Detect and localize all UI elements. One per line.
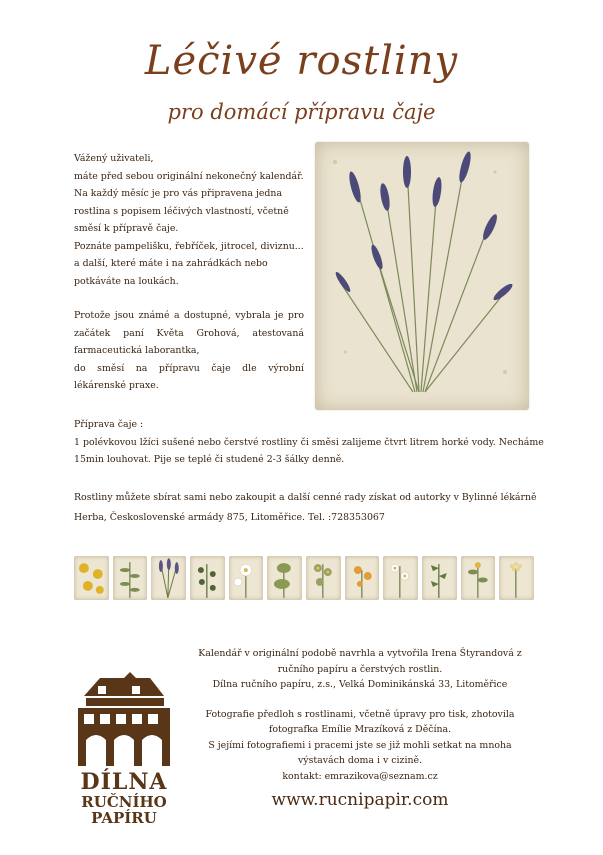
preparation-heading: Příprava čaje : [74, 419, 144, 430]
greeting: Vážený uživateli, [74, 153, 154, 164]
intro-paragraph-2: Poznáte pampelišku, řebříček, jitrocel, diviznu... a další, které máte i na zahrádkách nebo potkáváte na loukách. [74, 240, 304, 287]
intro-paragraph-1: máte před sebou originální nekonečný kalendář. Na každý měsíc je pro vás připravena jedna rostlina s popisem léčivých vlastností, včetně směsí k přípravě čaje. [74, 170, 304, 234]
preparation-text: 1 polévkovou lžíci sušené nebo čerstvé rostliny či směsi zalijeme čtvrt litrem horké vody. Necháme 15min louhovat. Pije se teplé či studené 2-3 šálky denně. [74, 436, 544, 465]
credits-line-1: Kalendář v originální podobě navrhla a vytvořila Irena Štyrandová z ručního papíru a čerstvých rostlin. [198, 648, 522, 675]
calendula-thumbnail [383, 556, 418, 600]
intro-text [74, 150, 304, 395]
lavender-photo [315, 142, 529, 410]
yarrow-thumbnail [499, 556, 534, 600]
herb-thumbnail [267, 556, 302, 600]
herb-thumbnail [190, 556, 225, 600]
herb-thumbnail [113, 556, 148, 600]
website-link[interactable]: www.rucnipapir.com [271, 790, 449, 810]
lavender-thumbnail [151, 556, 186, 600]
logo-line-1: DÍLNA [80, 769, 168, 795]
herb-thumbnail [422, 556, 457, 600]
page-title: Léčivé rostliny [144, 38, 459, 84]
preparation-section [74, 416, 544, 469]
flower-thumbnail [229, 556, 264, 600]
plant-thumbnails [74, 556, 534, 600]
credits-line-4: S jejími fotografiemi i pracemi jste se již mohli setkat na mnoha výstavách doma i v cizině. [208, 739, 512, 766]
herb-thumbnail [461, 556, 496, 600]
workshop-logo [70, 668, 178, 827]
intro-paragraph-3: Protože jsou známé a dostupné, vybrala je pro začátek paní Květa Grohová, atestovaná farmaceutická laborantka, [74, 310, 304, 356]
page-subtitle: pro domácí přípravu čaje [167, 100, 436, 124]
credits-line-3: Fotografie předloh s rostlinami, včetně úpravy pro tisk, zhotovila fotografka Emílie Mrazíková z Děčína. [205, 708, 515, 735]
building-logo-icon [70, 668, 178, 770]
intro-paragraph-4: do směsí na přípravu čaje dle výrobní lékárenské praxe. [74, 362, 304, 391]
herb-thumbnail [306, 556, 341, 600]
lavender-illustration [315, 142, 529, 410]
contact-text: Rostliny můžete sbírat sami nebo zakoupit a další cenné rady získat od autorky v Bylinné lékárně Herba, Československé armády 875, Litoměřice. Tel. :728353067 [74, 492, 537, 523]
logo-line-3: PAPÍRU [91, 809, 157, 827]
credits-contact[interactable]: kontakt: emrazikova@seznam.cz [282, 770, 438, 782]
credits-text [190, 646, 530, 784]
credits-line-2: Dílna ručního papíru, z.s., Velká Dominikánská 33, Litoměřice [212, 679, 508, 690]
logo-line-2: RUČNÍHO [81, 793, 167, 811]
dandelion-thumbnail [74, 556, 109, 600]
flower-thumbnail [345, 556, 380, 600]
